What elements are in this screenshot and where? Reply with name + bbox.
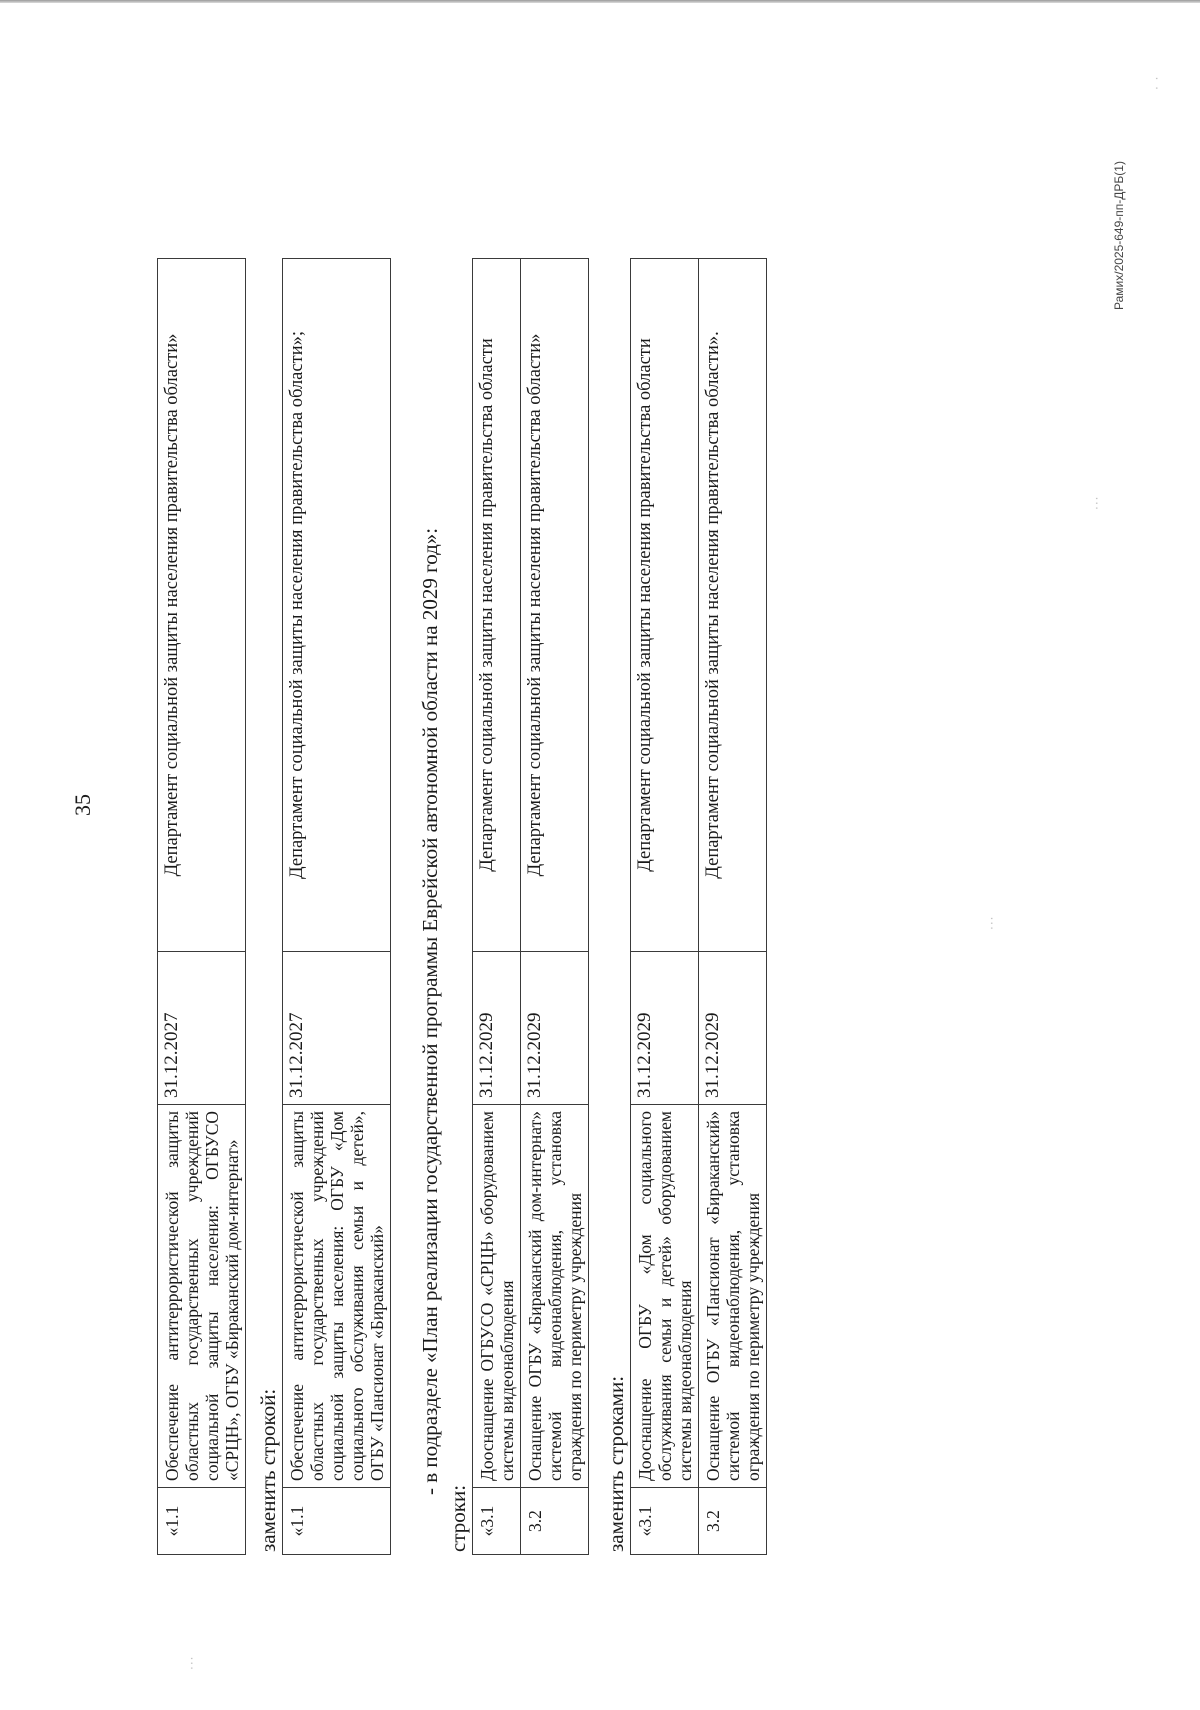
page-number: 35 (70, 794, 95, 816)
table-replacement-rows-3 (630, 258, 767, 1555)
replace-with-row-label: заменить строкой: (256, 1388, 280, 1552)
row-description: Дооснащение ОГБУ «Дом социального обслуживания семьи и детей» оборудованием системы видеонаблюдения (631, 1105, 699, 1488)
replace-with-rows-label: заменить строками: (604, 1375, 628, 1552)
table-row (473, 259, 521, 1555)
row-responsible: Департамент социальной защиты населения правительства области (631, 259, 699, 952)
table-original-row-1-1 (157, 258, 246, 1555)
row-deadline: 31.12.2029 (521, 952, 589, 1105)
row-responsible: Департамент социальной защиты населения правительства области» (158, 259, 246, 952)
row-description: Оснащение ОГБУ «Бираканский дом-интернат» системой видеонаблюдения, установка ограждения по периметру учреждения (521, 1105, 589, 1488)
scan-artifact: ··· (985, 915, 999, 930)
table-original-rows-3 (472, 258, 589, 1555)
document-footer-code: Рамих/2025-649-пп-ДРБ(1) (1112, 161, 1126, 310)
row-responsible: Департамент социальной защиты населения правительства области» (521, 259, 589, 952)
row-description: Оснащение ОГБУ «Пансионат «Бираканский» системой видеонаблюдения, установка ограждения по периметру учреждения (699, 1105, 767, 1488)
row-number: «3.1 (631, 1488, 699, 1555)
table-row (521, 259, 589, 1555)
row-deadline: 31.12.2027 (283, 952, 391, 1105)
table-row (158, 259, 246, 1555)
row-deadline: 31.12.2029 (699, 952, 767, 1105)
row-number: «3.1 (473, 1488, 521, 1555)
row-description: Обеспечение антитеррористической защиты областных государственных учреждений социальной защиты населения: ОГБУ «Дом социального обслуживания семьи и детей», ОГБУ «Пансионат «Бираканский» (283, 1105, 391, 1488)
row-deadline: 31.12.2027 (158, 952, 246, 1105)
scan-artifact: · · (1150, 75, 1164, 90)
row-number: «1.1 (283, 1488, 391, 1555)
row-description: Дооснащение ОГБУСО «СРЦН» оборудованием системы видеонаблюдения (473, 1105, 521, 1488)
row-number: «1.1 (158, 1488, 246, 1555)
scan-artifact: ··· (1090, 495, 1104, 510)
row-number: 3.2 (699, 1488, 767, 1555)
table-replacement-row-1-1 (282, 258, 391, 1555)
row-responsible: Департамент социальной защиты населения правительства области»; (283, 259, 391, 952)
row-number: 3.2 (521, 1488, 589, 1555)
scan-artifact: ··· (185, 1655, 199, 1670)
row-responsible: Департамент социальной защиты населения правительства области (473, 259, 521, 952)
table-row (283, 259, 391, 1555)
row-deadline: 31.12.2029 (473, 952, 521, 1105)
table-row (631, 259, 699, 1555)
section-paragraph: - в подразделе «План реализации государственной программы Еврейской автономной области на 2029 год»: (418, 527, 442, 1495)
table-row (699, 259, 767, 1555)
row-responsible: Департамент социальной защиты населения правительства области». (699, 259, 767, 952)
row-deadline: 31.12.2029 (631, 952, 699, 1105)
row-description: Обеспечение антитеррористической защиты областных государственных учреждений социальной защиты населения: ОГБУСО «СРЦН», ОГБУ «Бираканский дом-интернат» (158, 1105, 246, 1488)
rows-label: строки: (446, 1484, 470, 1552)
